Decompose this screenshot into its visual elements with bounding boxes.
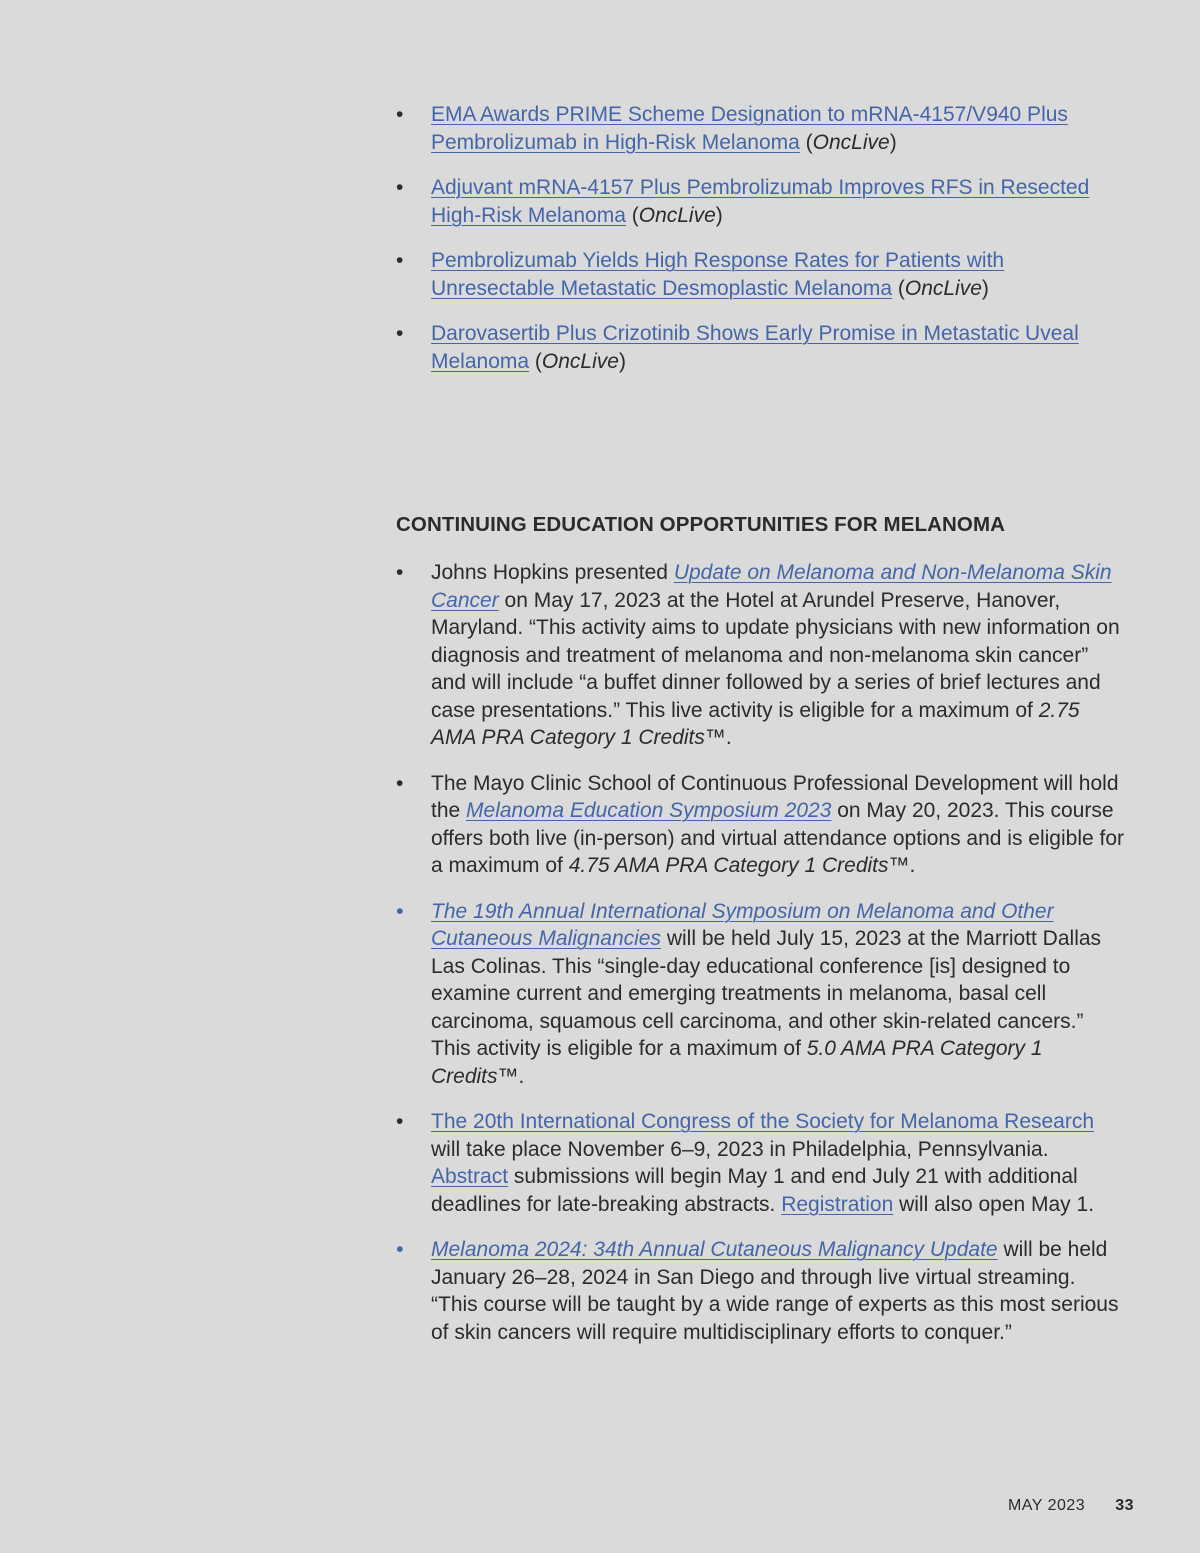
item-text: will be held July 15, 2023 at the Marriott Dallas Las Colinas. This “single-day educational conference [is] designed to examine current and emerging treatments in melanoma, basal cell carcinoma, squamous cell carcinoma, and other skin-related cancers.” This activity is eligible for a maximum of <box>431 927 1102 1060</box>
item-text: The Mayo Clinic School of Continuous Professional Development will hold the <box>431 771 1119 822</box>
event-link[interactable]: Update on Melanoma and Non-Melanoma Skin Cancer <box>431 561 1112 612</box>
event-link[interactable]: Melanoma 2024: 34th Annual Cutaneous Malignancy Update <box>431 1238 998 1261</box>
bullet-icon: • <box>396 176 404 199</box>
item-text: will be held January 26–28, 2024 in San Diego and through live virtual streaming. “This course will be taught by a wide range of experts as this most serious of skin cancers will require multidisciplinary efforts to conquer.” <box>431 1238 1119 1344</box>
list-item <box>396 770 1126 880</box>
item-text: on May 17, 2023 at the Hotel at Arundel Preserve, Hanover, Maryland. “This activity aims to update physicians with new information on diagnosis and treatment of melanoma and non-melanoma skin cancer” and will include “a buffet dinner followed by a series of brief lectures and case presentations.” This live activity is eligible for a maximum of <box>431 588 1120 722</box>
news-list <box>396 101 1126 375</box>
news-link[interactable]: Darovasertib Plus Crizotinib Shows Early Promise in Metastatic Uveal Melanoma <box>431 322 1079 373</box>
bullet-icon: • <box>396 561 404 584</box>
item-text: will also open May 1. <box>893 1192 1095 1216</box>
education-section <box>396 559 1126 1364</box>
registration-link[interactable]: Registration <box>781 1192 894 1216</box>
event-link[interactable]: The 20th International Congress of the Society for Melanoma Research <box>431 1110 1095 1133</box>
credits-text: 2.75 AMA PRA Category 1 Credits™ <box>431 698 1080 749</box>
item-text: . <box>725 726 732 749</box>
bullet-icon: • <box>396 771 404 795</box>
news-source: OncLive <box>904 276 982 300</box>
item-text: on May 20, 2023. This course offers both live (in-person) and virtual attendance options and is eligible for a maximum of <box>431 799 1125 877</box>
bullet-icon: • <box>396 249 404 272</box>
bullet-icon: • <box>396 1238 404 1261</box>
list-item <box>396 898 1126 1091</box>
credits-text: 5.0 AMA PRA Category 1 Credits™ <box>431 1037 1043 1088</box>
section-heading: CONTINUING EDUCATION OPPORTUNITIES FOR MELANOMA <box>396 513 1006 536</box>
education-list <box>396 559 1126 1346</box>
event-link[interactable]: Melanoma Education Symposium 2023 <box>466 799 832 822</box>
bullet-icon: • <box>396 899 404 923</box>
news-source: OncLive <box>812 130 890 154</box>
item-text: Johns Hopkins presented <box>431 561 674 584</box>
footer-date: MAY 2023 <box>1007 1497 1086 1514</box>
abstract-link[interactable]: Abstract <box>431 1165 509 1188</box>
page-footer <box>1008 1497 1134 1515</box>
bullet-icon: • <box>396 1110 404 1133</box>
news-source: OncLive <box>541 349 619 373</box>
bullet-icon: • <box>396 103 404 126</box>
event-link[interactable]: The 19th Annual International Symposium on Melanoma and Other Cutaneous Malignancies <box>431 899 1054 950</box>
list-item <box>396 559 1126 752</box>
item-text: . <box>518 1064 525 1088</box>
item-text: submissions will begin May 1 and end July 21 with additional deadlines for late-breaking abstracts. <box>431 1165 1078 1216</box>
list-item <box>396 1236 1126 1346</box>
list-item: • Darovasertib Plus Crizotinib Shows Early Promise in Metastatic Uveal Melanoma (OncLive) <box>396 322 1079 373</box>
news-link[interactable]: Pembrolizumab Yields High Response Rates for Patients with Unresectable Metastatic Desmoplastic Melanoma <box>431 249 1005 300</box>
news-section <box>396 101 1126 393</box>
list-item: • Adjuvant mRNA-4157 Plus Pembrolizumab Improves RFS in Resected High-Risk Melanoma (OncLive) <box>396 176 1090 227</box>
page-number: 33 <box>1115 1497 1134 1514</box>
list-item <box>396 1108 1126 1218</box>
list-item: • EMA Awards PRIME Scheme Designation to mRNA-4157/V940 Plus Pembrolizumab in High-Risk Melanoma (OncLive) <box>396 103 1068 154</box>
item-text: . <box>909 854 916 877</box>
credits-text: 4.75 AMA PRA Category 1 Credits™ <box>568 854 910 877</box>
news-link[interactable]: Adjuvant mRNA-4157 Plus Pembrolizumab Improves RFS in Resected High-Risk Melanoma <box>431 176 1090 227</box>
news-source: OncLive <box>638 203 716 227</box>
news-link[interactable]: EMA Awards PRIME Scheme Designation to mRNA-4157/V940 Plus Pembrolizumab in High-Risk Melanoma <box>431 103 1068 154</box>
list-item: • Pembrolizumab Yields High Response Rates for Patients with Unresectable Metastatic Desmoplastic Melanoma (OncLive) <box>396 249 1005 300</box>
bullet-icon: • <box>396 322 404 345</box>
item-text: will take place November 6–9, 2023 in Philadelphia, Pennsylvania. <box>431 1137 1049 1161</box>
